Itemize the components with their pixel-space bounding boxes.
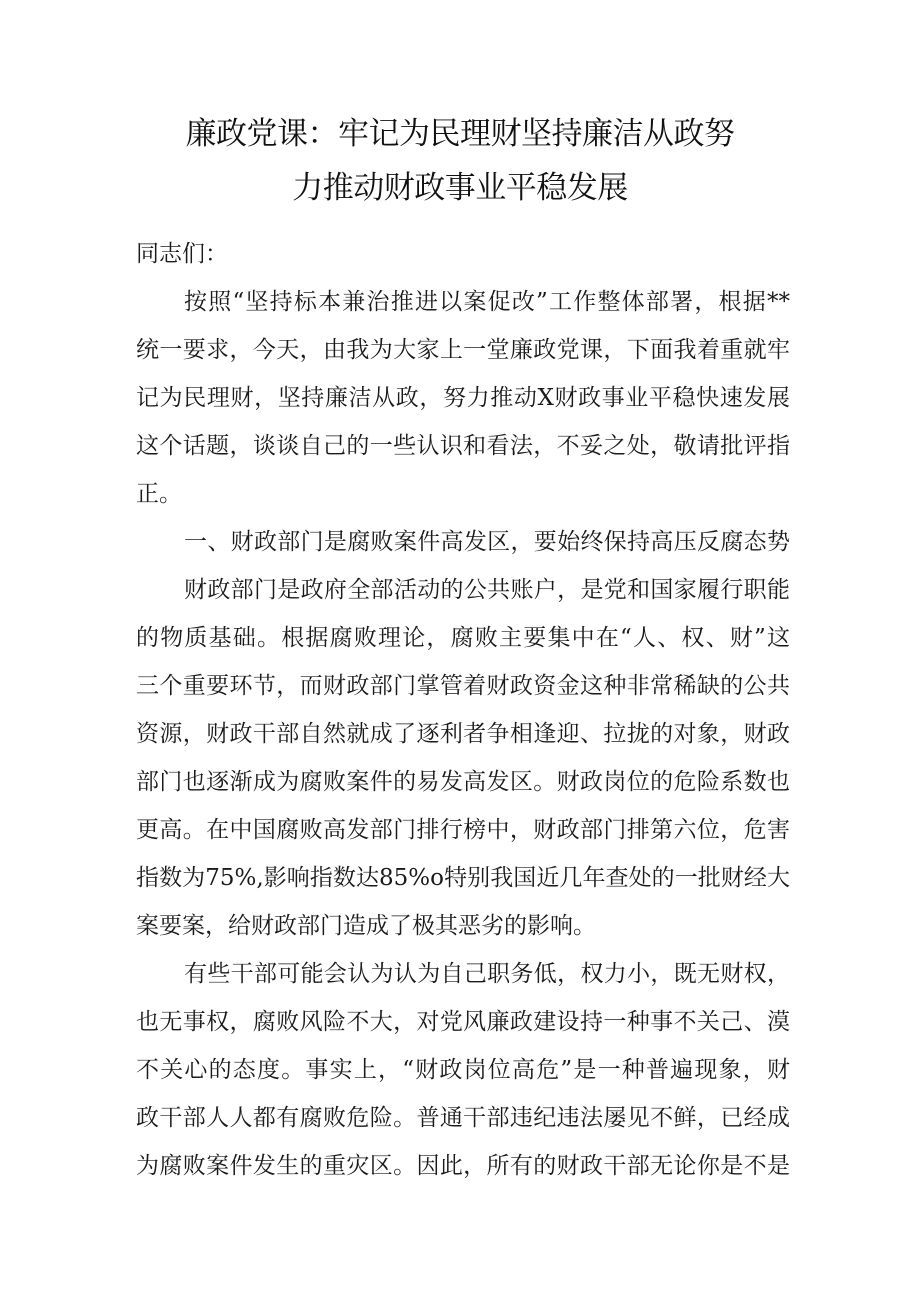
body-line: 的物质基础。根据腐败理论，腐败主要集中在“人、权、财”这 [136,625,790,651]
document-title-line-2: 力推动财政事业平稳发展 [292,170,628,206]
body-line: 更高。在中国腐败高发部门排行榜中，财政部门排第六位，危害 [136,817,790,843]
body-line: 这个话题，谈谈自己的一些认识和看法，不妥之处，敬请批评指 [136,433,790,459]
body-line: 统一要求，今天，由我为大家上一堂廉政党课，下面我着重就牢 [136,337,790,363]
body-line: 有些干部可能会认为认为自己职务低，权力小，既无财权， [184,961,790,987]
salutation: 同志们： [136,241,228,267]
body-line: 财政部门是政府全部活动的公共账户，是党和国家履行职能 [184,577,790,603]
body-line: 案要案，给财政部门造成了极其恶劣的影响。 [136,913,596,939]
body-line: 正。 [136,481,182,507]
document-title-line-1: 廉政党课：牢记为民理财坚持廉洁从政努 [185,116,735,152]
body-line: 资源，财政干部自然就成了逐利者争相逢迎、拉拢的对象，财政 [136,721,790,747]
body-line: 不关心的态度。事实上，“财政岗位高危”是一种普遍现象，财 [136,1057,790,1083]
body-line: 为腐败案件发生的重灾区。因此，所有的财政干部无论你是不是 [136,1153,790,1179]
body-line: 记为民理财，坚持廉洁从政，努力推动X财政事业平稳快速发展 [136,385,790,411]
body-line: 政干部人人都有腐败危险。普通干部违纪违法屡见不鲜，已经成 [136,1105,790,1131]
body-line: 也无事权，腐败风险不大，对党风廉政建设持一种事不关己、漠 [136,1009,790,1035]
body-line: 部门也逐渐成为腐败案件的易发高发区。财政岗位的危险系数也 [136,769,790,795]
body-line: 指数为75%,影响指数达85%o特别我国近几年查处的一批财经大 [136,865,790,891]
section-heading-1: 一、财政部门是腐败案件高发区，要始终保持高压反腐态势 [184,529,790,555]
body-line: 按照“坚持标本兼治推进以案促改”工作整体部署，根据** [184,289,790,315]
body-line: 三个重要环节，而财政部门掌管着财政资金这种非常稀缺的公共 [136,673,790,699]
